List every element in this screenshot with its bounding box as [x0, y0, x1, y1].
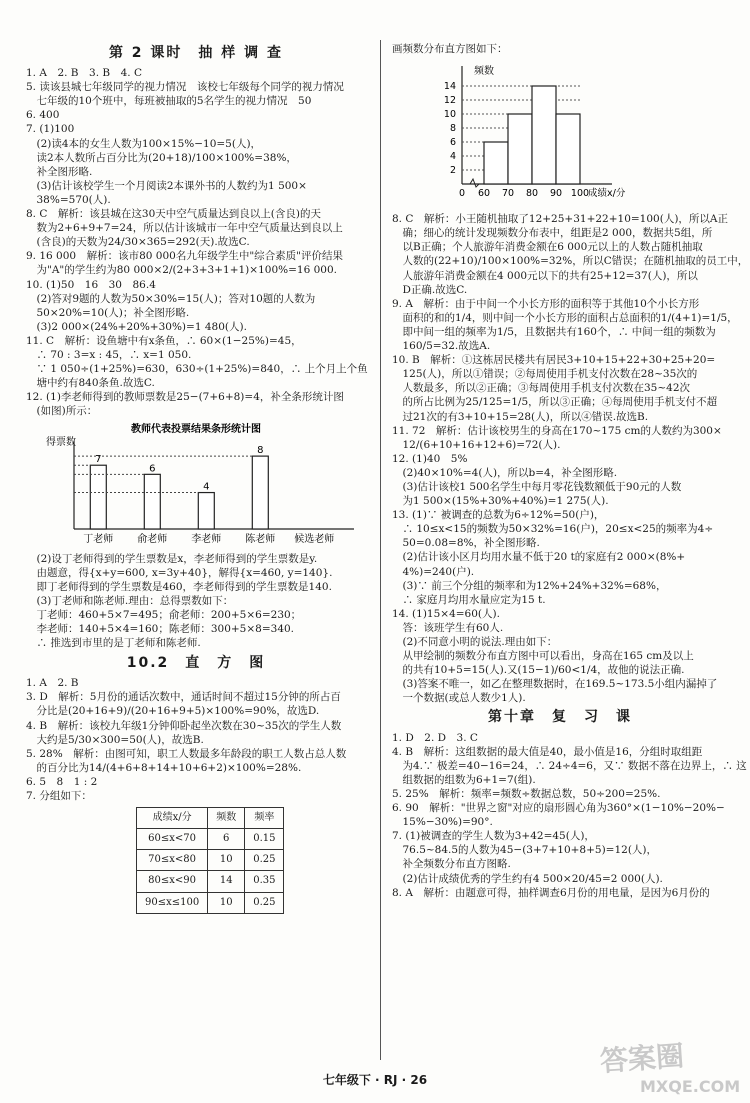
left-c-line: 分比是(20+16+9)/(20+16+9+5)×100%=90%，故选D.	[26, 705, 320, 718]
left-a-line: 读2本人数所占百分比为(20+18)/100×100%=38%，	[26, 151, 297, 164]
left-answers-a	[26, 66, 366, 418]
bar-value-label: 8	[257, 445, 264, 457]
table-cell: 0.15	[245, 829, 284, 850]
table-row	[137, 871, 284, 892]
y-tick-label: 6	[449, 137, 456, 149]
right-a-line: (3)∵ 前三个分组的频率和为12%+24%+32%=68%，	[392, 579, 667, 592]
left-c-line: 1. A 2. B	[26, 677, 79, 690]
right-a-line: 50=0.08=8%，补全图形略.	[392, 537, 540, 550]
section2-title: 10.2 直 方 图	[126, 655, 266, 672]
right-answers-b	[392, 731, 747, 900]
left-a-line: 50×20%=10(人)；补全图形略.	[26, 306, 190, 319]
right-a-line: 的共有10+5=15(人).又(15−1)/60<1/4，故他的说法正确.	[392, 664, 685, 677]
right-a-line: 一个数据(或总人数少1人).	[392, 692, 526, 705]
right-a-line: (2)估计该小区月均用水量不低于20 t的家庭有2 000×(8%+	[392, 551, 686, 564]
left-a-line: 9. 16 000 解析：该市80 000名九年级学生中"综合素质"评价结果	[26, 250, 343, 263]
y-tick-label: 12	[443, 95, 456, 107]
left-column	[26, 44, 366, 918]
right-b-line: 76.5~84.5的人数为45−(3+7+10+8+5)=12(人)，	[392, 844, 658, 857]
left-a-line: (2)答对9题的人数为50×30%=15(人)；答对10题的人数为	[26, 292, 316, 305]
left-c-line: 大约是5/30×300=50(人)，故选B.	[26, 733, 204, 746]
table-cell: 60≤x<70	[137, 829, 208, 850]
right-b-line: 补全频数分布直方图略.	[392, 858, 511, 871]
table-header-row	[137, 808, 284, 829]
right-a-line: 面积的和的1/4，则中间一个小长方形的面积占总面积的1/(4+1)=1/5，	[392, 311, 738, 324]
right-a-line: D正确.故选C.	[392, 283, 468, 296]
right-a-line: 8. C 解析：小王随机抽取了12+25+31+22+10=100(人)，所以A正	[392, 213, 728, 226]
table-cell: 10	[208, 892, 245, 913]
y-tick-label: 8	[449, 123, 456, 135]
table-cell: 0.25	[245, 850, 284, 871]
x-tick-label: 候选老师	[294, 534, 335, 546]
section-title: 第 2 课时 抽 样 调 查	[108, 45, 284, 61]
frequency-table	[136, 807, 284, 913]
right-a-line: 人数的(22+10)/100×100%=32%，所以C错误；在随机抽取的员工中，	[392, 255, 749, 268]
left-c-line: 7. 分组如下：	[26, 790, 92, 803]
table-cell: 10	[208, 850, 245, 871]
left-a-line: 11. C 解析：设鱼塘中有x条鱼，∴ 60×(1−25%)=45，	[26, 334, 302, 347]
right-b-line: (2)估计成绩优秀的学生约有4 500×20/45=2 000(人).	[392, 872, 663, 885]
column-divider	[380, 40, 381, 1060]
right-a-line: 10. B 解析：①这栋居民楼共有居民3+10+15+22+30+25+20=	[392, 354, 716, 367]
table-cell: 14	[208, 871, 245, 892]
x-tick-label: 俞老师	[137, 534, 168, 546]
right-a-line: 答：该班学生有60人.	[392, 621, 504, 634]
right-a-line: 12. (1)40 5%	[392, 452, 468, 465]
table-row	[137, 850, 284, 871]
watermark-logo: 答案圈	[598, 1039, 686, 1078]
right-b-line: 5. 25% 解析：频率=频数÷数据总数，50÷200=25%.	[392, 787, 661, 800]
left-c-line: 的百分比为14/(4+6+8+14+10+6+2)×100%=28%.	[26, 761, 302, 774]
bar-value-label: 7	[95, 454, 102, 466]
histogram-bar	[532, 86, 556, 184]
right-a-line: 160/5=32.故选A.	[392, 340, 491, 353]
left-a-line: 数为2+6+9+7=24，所以估计该城市一年中空气质量达到良以上	[26, 222, 343, 235]
right-a-line: (2)不同意小明的说法.理由如下：	[392, 636, 558, 648]
left-b-line: 丁老师：460+5×7=495；俞老师：200+5×6=230；	[26, 608, 302, 621]
right-b-line: 6. 90 解析："世界之窗"对应的扇形圆心角为360°×(1−10%−20%−	[392, 802, 725, 815]
histogram-bar	[556, 114, 580, 184]
table-header-cell: 频率	[245, 808, 284, 829]
x-tick-label: 80	[525, 188, 539, 200]
right-a-line: 人数最多，所以②正确；③每周使用手机支付次数在35~42次	[392, 382, 691, 395]
right-a-line: 人旅游年消费金额在4 000元以下的共有25+12=37(人)，所以	[392, 269, 698, 282]
right-a-line: 为1 500×(15%+30%+40%)=1 275(人).	[392, 495, 609, 508]
left-a-line: (3)估计该校学生一个月阅读2本课外书的人数约为1 500×	[26, 179, 307, 192]
right-a-line: 确；细心的统计发现频数分布表中，组距是2 000，数据共5组，所	[392, 227, 713, 240]
left-a-line: (如图)所示：	[26, 405, 98, 418]
left-c-line: 5. 28% 解析：由图可知，职工人数最多年龄段的职工人数占总人数	[26, 747, 347, 760]
table-cell: 80≤x<90	[137, 871, 208, 892]
table-header-cell: 成绩x/分	[137, 808, 208, 829]
histogram	[392, 58, 728, 210]
page-footer: 七年级下 · RJ · 26	[322, 1073, 428, 1087]
left-a-line: (3)2 000×(24%+20%+30%)=1 480(人).	[26, 320, 247, 333]
axis-break	[470, 179, 479, 187]
right-a-line: (3)估计该校1 500名学生中每月零花钱数额低于90元的人数	[392, 480, 682, 493]
right-b-line: 为4.∵ 极差=40−16=24，∴ 24÷4=6，又∵ 数据不落在边界上，∴ 这	[392, 759, 747, 772]
right-b-line: 组数据的组数为6+1=7(组).	[392, 773, 536, 786]
right-b-line: 8. A 解析：由题意可得，抽样调查6月份的用电量，是因为6月份的	[392, 886, 710, 899]
right-a-line: 以B正确；个人旅游年消费金额在6 000元以上的人数占随机抽取	[392, 241, 703, 254]
left-a-line: 1. A 2. B 3. B 4. C	[26, 67, 142, 80]
right-a-line: ∴ 家庭月均用水量应定为15 t.	[392, 593, 546, 606]
x-tick-label: 60	[477, 188, 491, 200]
left-b-line: 即丁老师得到的学生票数是460，李老师得到的学生票数是140.	[26, 580, 332, 593]
y-tick-label: 14	[443, 81, 456, 93]
histogram-bar	[508, 114, 532, 184]
right-b-line: 4. B 解析：这组数据的最大值是40，最小值是16，分组时取组距	[392, 745, 703, 758]
table-cell: 90≤x≤100	[137, 892, 208, 913]
left-a-line: 补全图形略.	[26, 165, 93, 178]
y-tick-label: 4	[449, 151, 456, 163]
table-row	[137, 892, 284, 913]
section3-title: 第十章 复 习 课	[488, 709, 632, 726]
right-b-line: 7. (1)被调查的学生人数为3+42=45(人)，	[392, 830, 595, 843]
bar-value-label: 6	[149, 463, 156, 475]
left-a-line: 为"A"的学生约为80 000×2/(2+3+3+1+1)×100%=16 000.	[26, 264, 337, 277]
table-cell: 0.25	[245, 892, 284, 913]
left-b-line: 李老师：140+5×4=160；陈老师：300+5×8=340.	[26, 623, 295, 635]
left-a-line: 塘中约有840条鱼.故选C.	[26, 377, 155, 390]
left-a-line: ∵ 1 050÷(1+25%)=630，630÷(1+25%)=840，∴ 上个月上个鱼	[26, 363, 368, 376]
left-a-line: ∴ 70 : 3=x : 45，∴ x=1 050.	[26, 348, 192, 361]
left-c-line: 6. 5 8 1 : 2	[26, 775, 98, 788]
y-tick-label: 10	[443, 109, 456, 121]
left-b-line: (2)设丁老师得到的学生票数是x，李老师得到的学生票数是y.	[26, 552, 318, 565]
left-b-line: 由题意，得{x+y=600, x=3y+40}，解得{x=460, y=140}.	[26, 566, 333, 579]
left-a-line: (含良)的天数为24/30×365=292(天).故选C.	[26, 236, 250, 249]
right-a-line: 即中间一组的频率为1/5，且数据共有160个，∴ 中间一组的频数为	[392, 325, 716, 338]
left-b-line: ∴ 推选到市里的是丁老师和陈老师.	[26, 637, 201, 650]
right-a-line: 14. (1)15×4=60(人).	[392, 607, 500, 620]
right-a-line: 4%)=240(户).	[392, 565, 475, 578]
x-tick-label: 70	[501, 188, 515, 200]
bar-chart	[26, 421, 366, 549]
table-cell: 6	[208, 829, 245, 850]
table-cell: 70≤x<80	[137, 850, 208, 871]
table-row	[137, 829, 284, 850]
right-a-line: 11. 72 解析：估计该校男生的身高在170~175 cm的人数约为300×	[392, 424, 722, 437]
right-a-line: 的所占比例为25/125=1/5，所以③正确；④每周使用手机支付不超	[392, 396, 718, 409]
bar-value-label: 4	[203, 481, 210, 493]
right-answers-a	[392, 212, 749, 705]
left-a-line: 7. (1)100	[26, 123, 75, 136]
right-a-line: 从甲绘制的频数分布直方图中可以看出，身高在165 cm及以上	[392, 650, 694, 663]
y-tick-label: 2	[449, 165, 456, 177]
left-c-line: 4. B 解析：该校九年级1分钟仰卧起坐次数在30~35次的学生人数	[26, 719, 342, 732]
x-tick-label: 0	[458, 188, 466, 200]
right-b-line: 15%−30%)=90°.	[392, 816, 493, 829]
left-a-line: 七年级的10个班中，每班被抽取的5名学生的视力情况 50	[26, 95, 312, 108]
bar	[198, 493, 214, 529]
bar	[144, 475, 160, 530]
x-tick-label: 李老师	[191, 534, 222, 546]
right-a-line: 9. A 解析：由于中间一个小长方形的面积等于其他10个小长方形	[392, 297, 700, 310]
x-axis-label: 成绩x/分	[588, 188, 626, 200]
right-a-line: (2)40×10%=4(人)，所以b=4，补全图形略.	[392, 466, 618, 479]
right-a-line: 13. (1)∵ 被调查的总数为6÷12%=50(户)，	[392, 509, 605, 522]
left-a-line: 12. (1)李老师得到的教师票数是25−(7+6+8)=4，补全条形统计图	[26, 391, 344, 404]
histogram-svg	[392, 58, 728, 206]
right-a-line: 125(人)，所以①错误；②每周使用手机支付次数在28~35次的	[392, 368, 698, 381]
histogram-intro: 画频数分布直方图如下：	[392, 43, 508, 55]
left-a-line: 8. C 解析：该县城在这30天中空气质量达到良以上(含良)的天	[26, 208, 321, 221]
x-tick-label: 陈老师	[245, 534, 276, 546]
table-header-cell: 频数	[208, 808, 245, 829]
x-tick-label: 90	[549, 188, 563, 200]
watermark-url: MXQE.COM	[640, 1077, 741, 1096]
right-a-line: 12/(6+10+16+12+6)=72(人).	[392, 438, 561, 451]
right-b-line: 1. D 2. D 3. C	[392, 731, 478, 744]
left-a-line: 5. 读该县城七年级同学的视力情况 该校七年级每个同学的视力情况	[26, 81, 344, 94]
x-tick-label: 100	[570, 188, 590, 200]
left-a-line: 10. (1)50 16 30 86.4	[26, 278, 156, 291]
right-a-line: (3)答案不唯一，如乙在整理数据时，在169.5~173.5小组内漏掉了	[392, 678, 718, 691]
right-a-line: 过21次的有3+10+15=28(人)，所以④错误.故选B.	[392, 410, 649, 423]
right-column	[392, 42, 749, 900]
left-a-line: 38%=570(人).	[26, 193, 111, 206]
left-b-line: (3)丁老师和陈老师.理由：总得票数如下：	[26, 594, 234, 607]
right-a-line: ∴ 10≤x<15的频数为50×32%=16(户)，20≤x<25的频率为4÷	[392, 523, 714, 536]
bar	[252, 457, 268, 530]
left-answers-b	[26, 552, 366, 651]
y-axis-label: 频数	[474, 66, 494, 78]
histogram-bar	[484, 142, 508, 184]
left-a-line: 6. 400	[26, 109, 60, 122]
table-cell: 0.35	[245, 871, 284, 892]
x-tick-label: 丁老师	[83, 534, 114, 546]
left-a-line: (2)读4本的女生人数为100×15%−10=5(人)，	[26, 137, 262, 150]
bar-chart-svg	[26, 421, 366, 545]
left-c-line: 3. D 解析：5月份的通话次数中，通话时间不超过15分钟的所占百	[26, 691, 341, 704]
y-axis-label: 得票数	[46, 437, 76, 449]
chart-title: 教师代表投票结果条形统计图	[131, 424, 261, 436]
left-answers-c	[26, 676, 366, 803]
